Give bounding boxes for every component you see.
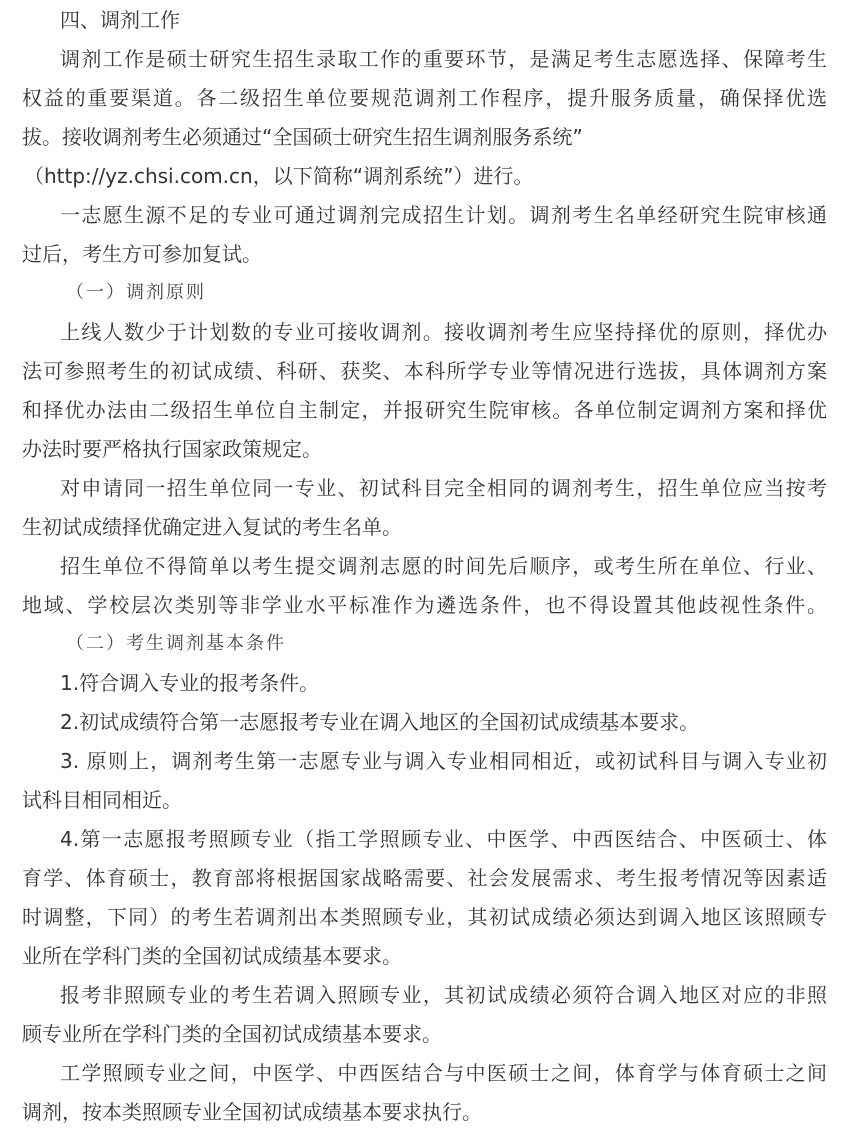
paragraph-line: 和择优办法由二级招生单位自主制定，并报研究生院审核。各单位制定调剂方案和择优 (22, 398, 827, 422)
paragraph-line: 报考非照顾专业的考生若调入照顾专业，其初试成绩必须符合调入地区对应的非照 (60, 983, 827, 1007)
list-item: 业所在学科门类的全国初试成绩基本要求。 (22, 944, 402, 968)
paragraph-line: 调剂，按本类照顾专业全国初试成绩基本要求执行。 (22, 1100, 482, 1124)
list-item: 试科目相同相近。 (22, 788, 182, 812)
paragraph-line: 法可参照考生的初试成绩、科研、获奖、本科所学专业等情况进行选拔，具体调剂方案 (22, 359, 827, 383)
subsection-title: （二）考生调剂基本条件 (66, 633, 286, 654)
section-title: 四、调剂工作 (60, 8, 180, 32)
paragraph-line: 调剂工作是硕士研究生招生录取工作的重要环节，是满足考生志愿选择、保障考生 (60, 47, 827, 71)
paragraph-line: 过后，考生方可参加复试。 (22, 242, 262, 266)
paragraph-line: 工学照顾专业之间，中医学、中西医结合与中医硕士之间，体育学与体育硕士之间 (60, 1061, 827, 1085)
paragraph-line: 生初试成绩择优确定进入复试的考生名单。 (22, 515, 402, 539)
subsection-title: （一）调剂原则 (66, 282, 206, 303)
paragraph-line: 地域、学校层次类别等非学业水平标准作为遴选条件，也不得设置其他歧视性条件。 (22, 593, 827, 617)
paragraph-line: 顾专业所在学科门类的全国初试成绩基本要求。 (22, 1022, 442, 1046)
list-item: 时调整，下同）的考生若调剂出本类照顾专业，其初试成绩必须达到调入地区该照顾专 (22, 905, 827, 929)
list-item: 1.符合调入专业的报考条件。 (60, 671, 320, 695)
paragraph-line: 权益的重要渠道。各二级招生单位要规范调剂工作程序，提升服务质量，确保择优选 (22, 86, 827, 110)
list-item: 育学、体育硕士，教育部将根据国家战略需要、社会发展需求、考生报考情况等因素适 (22, 866, 827, 890)
paragraph-line: 上线人数少于计划数的专业可接收调剂。接收调剂考生应坚持择优的原则，择优办 (60, 320, 827, 344)
paragraph-line: 办法时要严格执行国家政策规定。 (22, 437, 322, 461)
paragraph-line: 对申请同一招生单位同一专业、初试科目完全相同的调剂考生，招生单位应当按考 (60, 476, 827, 500)
paragraph-line: 一志愿生源不足的专业可通过调剂完成招生计划。调剂考生名单经研究生院审核通 (60, 203, 827, 227)
paragraph-line: 拔。接收调剂考生必须通过“全国硕士研究生招生调剂服务系统” (22, 125, 583, 149)
list-item: 4.第一志愿报考照顾专业（指工学照顾专业、中医学、中西医结合、中医硕士、体 (60, 827, 827, 851)
list-item: 3. 原则上，调剂考生第一志愿专业与调入专业相同相近，或初试科目与调入专业初 (60, 749, 827, 773)
paragraph-line-with-link: （http://yz.chsi.com.cn，以下简称“调剂系统”）进行。 (24, 164, 534, 188)
paragraph-line: 招生单位不得简单以考生提交调剂志愿的时间先后顺序，或考生所在单位、行业、 (60, 554, 827, 578)
list-item: 2.初试成绩符合第一志愿报考专业在调入地区的全国初试成绩基本要求。 (60, 710, 700, 734)
